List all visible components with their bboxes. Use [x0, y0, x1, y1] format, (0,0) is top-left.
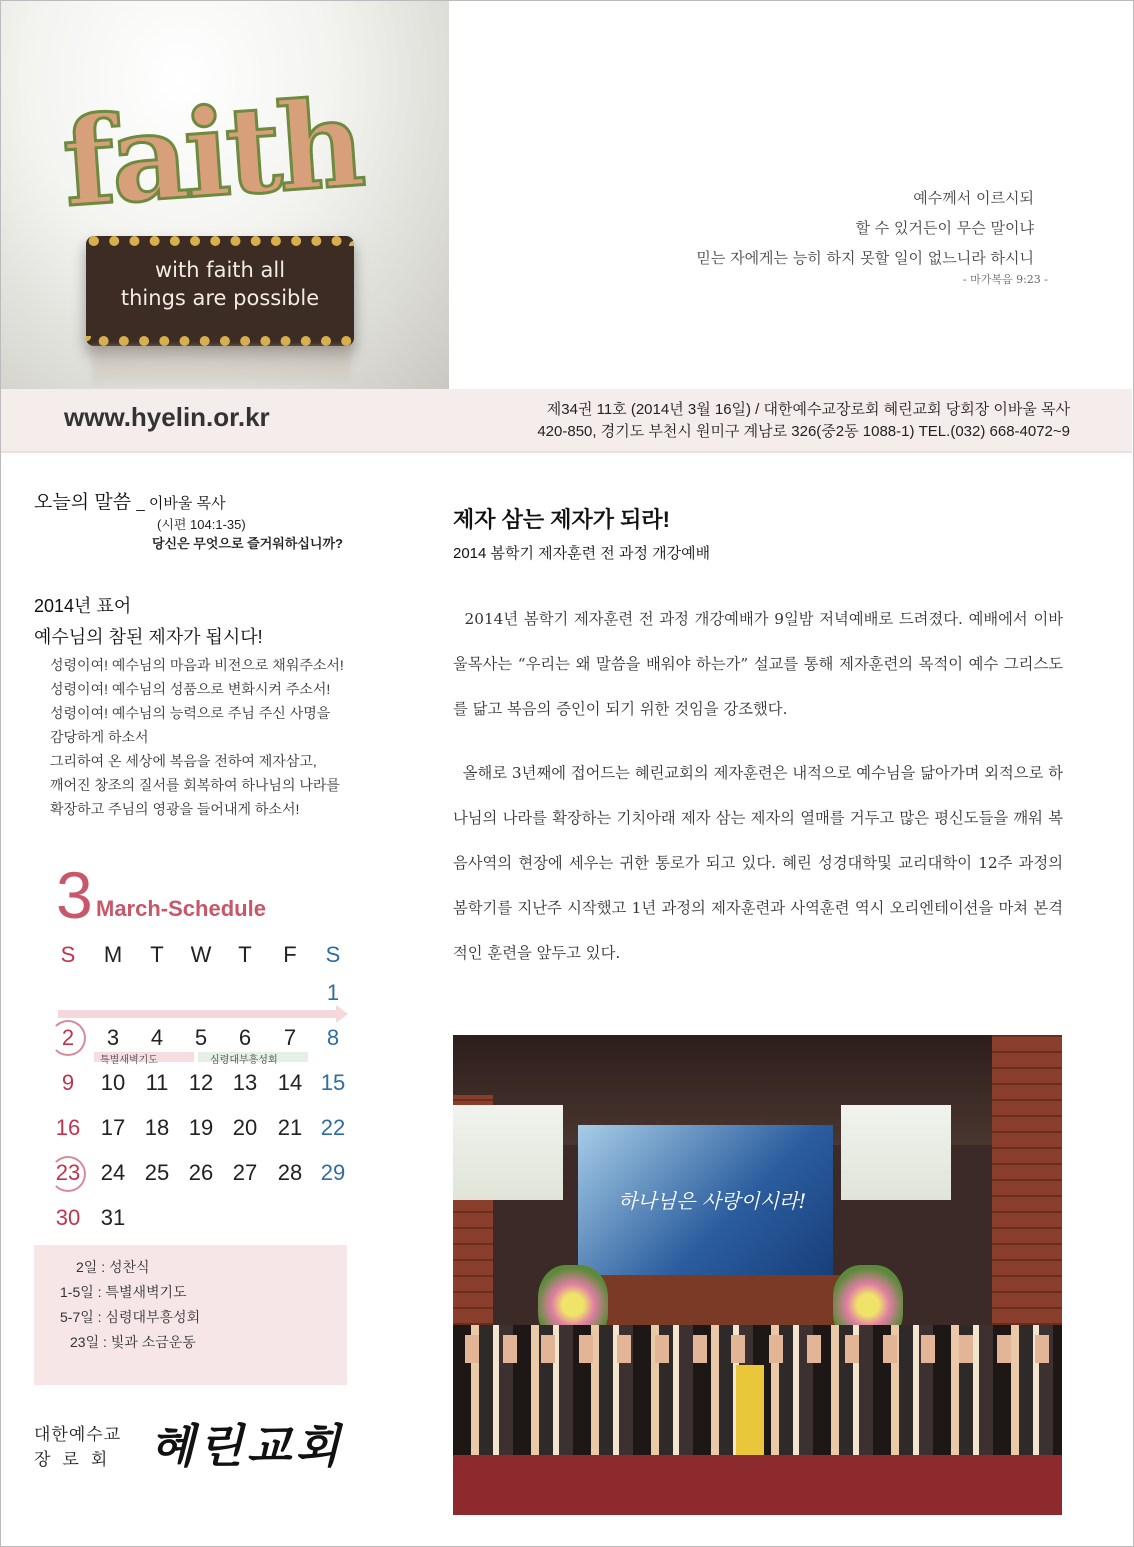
reflection: [91, 346, 351, 386]
church-org-line2: 장로회: [34, 1450, 120, 1469]
weekday-header: M: [103, 942, 123, 967]
publication-info: [537, 399, 1070, 443]
calendar-day: 3: [106, 1025, 120, 1050]
calendar-day: 8: [326, 1025, 340, 1050]
verse-line: 할 수 있거든이 무슨 말이냐: [855, 219, 1034, 237]
month-number: 3: [56, 858, 93, 932]
verse-line: 믿는 자에게는 능히 하지 못할 일이 없느니라 하시니: [696, 249, 1034, 267]
plaque-line2: things are possible: [120, 286, 320, 310]
stage-banner: [578, 1125, 833, 1275]
article-paragraph: [453, 597, 1063, 732]
calendar-day: 9: [61, 1070, 75, 1095]
todays-word: [34, 487, 343, 552]
projection-screen: [841, 1105, 951, 1200]
pub-line2: 420-850, 경기도 부천시 원미구 계남로 326(중2동 1088-1) TEL.(032) 668-4072~9: [537, 423, 1070, 440]
calendar-day: 5: [194, 1025, 208, 1050]
highlight-circle: [50, 1020, 86, 1056]
weekday-header: S: [325, 942, 341, 967]
faith-plaque: [86, 236, 354, 346]
calendar-day: 4: [150, 1025, 164, 1050]
todays-word-title: [34, 487, 343, 514]
article-para2: 올해로 3년째에 접어드는 혜린교회의 제자훈련은 내적으로 예수님을 닮아가며 외적으로 하나님의 나라를 확장하는 기치아래 제자 삼는 제자의 열매를 거두고 많은 평신도들을 깨워 복음사역의 현장에 세우는 귀한 통로가 되고 있다. 혜린 성경대학및 교리대학이 12주 과정의 봄학기를 지난주 시작했고 1년 과정의 제자훈련과 사역훈련 역시 오리엔테이션을 마쳐 본격적인 훈련을 앞두고 있다.: [453, 764, 1063, 962]
projection-screen: [453, 1105, 563, 1200]
church-name: 혜린교회: [150, 1419, 344, 1473]
motto-line: 성령이여! 예수님의 마음과 비전으로 채워주소서!: [50, 657, 344, 673]
pub-line1: 제34권 11호 (2014년 3월 16일) / 대한예수교장로회 혜린교회 당회장 이바울 목사: [546, 401, 1070, 418]
range-label-dawn: 특별새벽기도: [100, 1055, 158, 1066]
calendar-day: 7: [283, 1025, 297, 1050]
range-arrow-dawn: [94, 1052, 194, 1066]
yellow-jacket: [736, 1365, 764, 1455]
calendar-day: 14: [277, 1070, 303, 1095]
plaque-line1: with faith all: [154, 258, 286, 282]
calendar-day: 20: [232, 1115, 258, 1140]
verse-reference: - 마가복음 9:23 -: [962, 273, 1048, 286]
calendar-day: 31: [100, 1205, 126, 1230]
calendar-day: 10: [100, 1070, 126, 1095]
calendar-day: 26: [188, 1160, 214, 1185]
motto-year: 2014년 표어: [34, 596, 132, 616]
weekday-header: T: [150, 942, 164, 967]
calendar-day: 30: [55, 1205, 81, 1230]
motto-line: 그리하여 온 세상에 복음을 전하여 제자삼고,: [50, 753, 317, 769]
event-item: 23일 : 빛과 소금운동: [70, 1334, 196, 1350]
calendar-day: 12: [188, 1070, 214, 1095]
calendar-day: 18: [144, 1115, 170, 1140]
article-paragraph: [453, 751, 1063, 976]
article-title: 제자 삼는 제자가 되라!: [453, 507, 670, 532]
calendar-day: 24: [100, 1160, 126, 1185]
calendar-day: 17: [100, 1115, 126, 1140]
faith-word: faith: [58, 72, 366, 235]
main-article: [453, 503, 1063, 976]
range-label-revival: 심령대부흥성회: [210, 1055, 278, 1066]
calendar-day: 28: [277, 1160, 303, 1185]
calendar-day: 21: [277, 1115, 303, 1140]
range-arrow-revival: [198, 1052, 308, 1066]
calendar-day: 16: [55, 1115, 81, 1140]
month-label: March-Schedule: [96, 896, 266, 921]
calendar-day: 1: [326, 980, 340, 1005]
word-question: 당신은 무엇으로 즐거워하십니까?: [152, 536, 343, 551]
calendar-day: 23: [55, 1160, 81, 1185]
faith-photo: [1, 1, 449, 389]
calendar-day: 29: [320, 1160, 346, 1185]
highlight-circle: [50, 1156, 86, 1192]
choir-photo: [453, 1035, 1062, 1515]
motto-main: 예수님의 참된 제자가 됩시다!: [34, 627, 263, 647]
calendar-day: 2: [61, 1025, 75, 1050]
year-motto: [34, 592, 344, 821]
motto-line: 확장하고 주님의 영광을 들어내게 하소서!: [50, 801, 300, 817]
event-list: [34, 1245, 347, 1385]
stage-banner-text: 하나님은 사랑이시라!: [618, 1189, 807, 1213]
bible-verse: [696, 183, 1048, 287]
calendar-day: 22: [320, 1115, 346, 1140]
motto-line: 깨어진 창조의 질서를 회복하여 하나님의 나라를: [50, 777, 340, 793]
calendar-day: 25: [144, 1160, 170, 1185]
event-item: 5-7일 : 심령대부흥성회: [60, 1309, 201, 1325]
calendar-day: 13: [232, 1070, 258, 1095]
calendar-day: 19: [188, 1115, 214, 1140]
article-para1: 2014년 봄학기 제자훈련 전 과정 개강예배가 9일밤 저녁예배로 드려졌다. 예배에서 이바울목사는 “우리는 왜 말씀을 배워야 하는가” 설교를 통해 제자훈련의 목적이 예수 그리스도를 닮고 복음의 증인이 되기 위한 것임을 강조했다.: [453, 610, 1063, 718]
weekday-header: S: [60, 942, 76, 967]
word-author: _ 이바울 목사: [136, 495, 226, 512]
website-link[interactable]: www.hyelin.or.kr: [64, 402, 270, 432]
stage-carpet: [453, 1455, 1062, 1515]
weekday-header: F: [283, 942, 297, 967]
calendar-day: 6: [238, 1025, 252, 1050]
verse-line: 예수께서 이르시되: [913, 189, 1034, 207]
event-item: 2일 : 성찬식: [76, 1259, 150, 1275]
weekday-header: T: [238, 942, 252, 967]
calendar-day: 11: [145, 1070, 169, 1095]
church-logo: [34, 1419, 344, 1473]
motto-line: 감당하게 하소서: [50, 729, 149, 745]
word-psalm: (시편 104:1-35): [157, 517, 246, 532]
motto-line: 성령이여! 예수님의 능력으로 주님 주신 사명을: [50, 705, 331, 721]
event-item: 1-5일 : 특별새벽기도: [60, 1284, 187, 1300]
weekday-header: W: [190, 942, 212, 967]
calendar-day: 27: [232, 1160, 258, 1185]
motto-line: 성령이여! 예수님의 성품으로 변화시켜 주소서!: [50, 681, 331, 697]
motto-lines: [50, 653, 344, 821]
week-arrow: [58, 1010, 338, 1018]
church-org-line1: 대한예수교: [34, 1425, 122, 1444]
word-title: 오늘의 말씀: [34, 492, 132, 513]
choir-faces: [453, 1335, 1062, 1363]
article-subtitle: 2014 봄학기 제자훈련 전 과정 개강예배: [453, 545, 711, 562]
calendar-day: 15: [320, 1070, 346, 1095]
